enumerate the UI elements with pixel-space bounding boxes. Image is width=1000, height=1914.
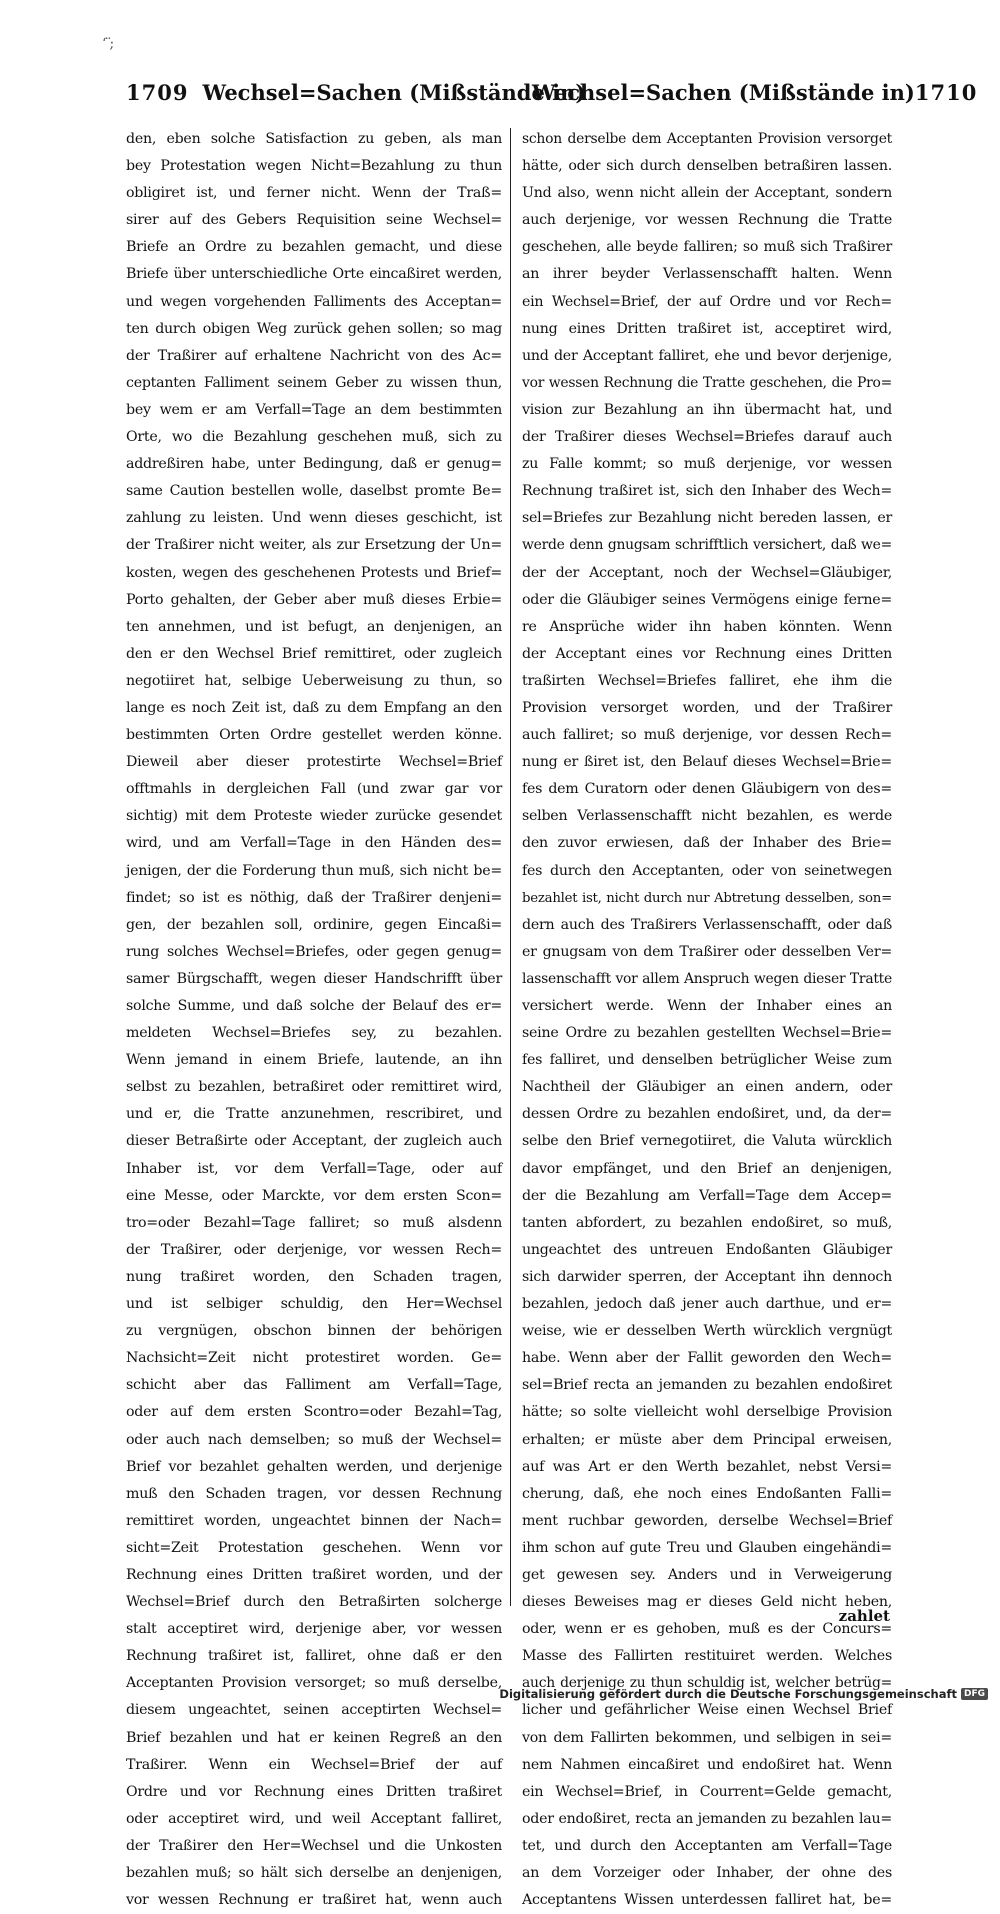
left-page-number: 1709 (126, 80, 189, 105)
text-line: tro=oder Bezahl=Tage falliret; so muß alsdenn (126, 1214, 502, 1231)
text-line: sirer auf des Gebers Requisition seine Wechsel= (126, 212, 502, 229)
right-running-title: Wechsel=Sachen (Mißstände in) (532, 80, 915, 105)
text-line: seine Ordre zu bezahlen gestellten Wechsel=Brie= (522, 1025, 892, 1042)
text-line: findet; so ist es nöthig, daß der Traßirer denjeni= (126, 889, 502, 906)
text-line: nem Nahmen eincaßiret und endoßiret hat. Wenn (522, 1756, 892, 1773)
text-line: fes durch den Acceptanten, oder von seinetwegen (522, 862, 892, 879)
text-line: schicht aber das Falliment am Verfall=Tage, (126, 1377, 502, 1394)
right-page-header (532, 80, 978, 116)
text-line: der Traßirer dieses Wechsel=Briefes darauf auch (522, 429, 892, 446)
text-line: oder, wenn er es gehoben, muß es der Concurs= (522, 1621, 892, 1638)
text-line: der die Bezahlung am Verfall=Tage dem Accep= (522, 1187, 892, 1204)
text-line: bezahlet ist, nicht durch nur Abtretung desselben, son= (522, 890, 892, 906)
text-line: offtmahls in dergleichen Fall (und zwar gar vor (126, 781, 502, 798)
text-line: bey wem er am Verfall=Tage an dem bestimmten (126, 401, 502, 418)
left-page-header (126, 80, 586, 116)
text-line: bezahlen, jedoch daß jener auch darthue, und er= (522, 1296, 892, 1313)
text-line: oder auf dem ersten Scontro=oder Bezahl=Tag, (126, 1404, 502, 1421)
text-line: tanten abfordert, zu bezahlen endoßiret, so muß, (522, 1214, 892, 1231)
text-line: obligiret ist, und ferner nicht. Wenn der Traß= (126, 185, 502, 202)
text-line: der der Acceptant, noch der Wechsel=Gläubiger, (522, 564, 892, 581)
text-line: davor empfänget, und den Brief an denjenigen, (522, 1160, 892, 1177)
text-line: den zuvor erwiesen, daß der Inhaber des Brie= (522, 835, 892, 852)
text-line: meldeten Wechsel=Briefes sey, zu bezahlen. (126, 1025, 502, 1042)
text-line: tet, und durch den Acceptanten am Verfall=Tage (522, 1837, 892, 1854)
text-line: vision zur Bezahlung an ihn übermacht hat, und (522, 401, 892, 418)
text-line: Nachtheil der Gläubiger an einen andern, oder (522, 1079, 892, 1096)
text-line: ten durch obigen Weg zurück gehen sollen; so mag (126, 320, 502, 337)
digitization-footer (499, 1687, 988, 1701)
text-line: Provision versorget worden, und der Traßirer (522, 699, 892, 716)
text-line: Rechnung traßiret ist, sich den Inhaber des Wech= (522, 483, 892, 500)
text-line: erhalten; er müste aber dem Principal erweisen, (522, 1431, 892, 1448)
text-line: sichtig) mit dem Proteste wieder zurücke gesendet (126, 808, 502, 825)
text-line: geschehen, alle beyde falliren; so muß sich Traßirer (522, 239, 892, 256)
right-page-number: 1710 (914, 80, 978, 105)
text-line: samer Bürgschafft, wegen dieser Handschrifft über (126, 970, 502, 987)
text-line: Wenn jemand in einem Briefe, lautende, an ihn (126, 1052, 502, 1069)
text-line: er gnugsam von dem Traßirer oder desselben Ver= (522, 943, 892, 960)
text-line: get gewesen sey. Anders und in Verweigerung (522, 1566, 892, 1583)
text-line: fes falliret, und denselben betrüglicher Weise zum (522, 1052, 892, 1069)
text-line: fes dem Curatorn oder denen Gläubigern von des= (522, 781, 892, 798)
text-line: addreßiren habe, unter Bedingung, daß er genug= (126, 456, 502, 473)
text-line: und er, die Tratte anzunehmen, rescribiret, und (126, 1106, 502, 1123)
text-line: ten annehmen, und ist befugt, an denjenigen, an (126, 618, 502, 635)
column-divider (510, 128, 511, 1606)
text-line: ein Wechsel=Brief, der auf Ordre und vor Rech= (522, 293, 892, 310)
text-line: wird, und am Verfall=Tage in den Händen des= (126, 835, 502, 852)
text-line: selbst zu bezahlen, betraßiret oder remittiret wird, (126, 1079, 502, 1096)
text-line: Nachsicht=Zeit nicht protestiret worden. Ge= (126, 1350, 502, 1367)
text-line: vor wessen Rechnung er traßiret hat, wenn auch (126, 1892, 502, 1909)
corner-mark: ʻ¨; (102, 36, 113, 52)
text-line: Wechsel=Brief durch den Betraßirten solcherge (126, 1594, 502, 1611)
text-line: Orte, wo die Bezahlung geschehen muß, sich zu (126, 429, 502, 446)
text-line: und ist selbiger schuldig, den Her=Wechsel (126, 1296, 502, 1313)
text-line: der Traßirer nicht weiter, als zur Ersetzung der Un= (126, 537, 502, 554)
text-line: auch falliret; so muß derjenige, vor dessen Rech= (522, 727, 892, 744)
text-line: der Traßirer, oder derjenige, vor wessen Rech= (126, 1241, 502, 1258)
text-line: oder die Gläubiger seines Vermögens einige ferne= (522, 591, 892, 608)
text-line: Briefe an Ordre zu bezahlen gemacht, und diese (126, 239, 502, 256)
text-line: sel=Brief recta an jemanden zu bezahlen endoßiret (522, 1377, 892, 1394)
text-line: sich darwider sperren, der Acceptant ihn dennoch (522, 1268, 892, 1285)
text-line: eine Messe, oder Marckte, vor dem ersten Scon= (126, 1187, 502, 1204)
catchword: zahlet (838, 1607, 890, 1625)
text-line: vor wessen Rechnung die Tratte geschehen, die Pro= (522, 374, 892, 391)
text-line: der Traßirer den Her=Wechsel und die Unkosten (126, 1837, 502, 1854)
text-line: Dieweil aber dieser protestirte Wechsel=Brief (126, 754, 502, 771)
text-line: Inhaber ist, vor dem Verfall=Tage, oder auf (126, 1160, 502, 1177)
text-line: kosten, wegen des geschehenen Protests und Brief= (126, 564, 502, 581)
text-line: zu vergnügen, obschon binnen der behörigen (126, 1323, 502, 1340)
text-line: ceptanten Falliment seinem Geber zu wissen thun, (126, 374, 502, 391)
text-line: same Caution bestellen wolle, daselbst promte Be= (126, 483, 502, 500)
text-line: weise, wie er desselben Werth würcklich vergnügt (522, 1323, 892, 1340)
text-line: bey Protestation wegen Nicht=Bezahlung zu thun (126, 158, 502, 175)
text-line: zahlung zu leisten. Und wenn dieses geschicht, ist (126, 510, 502, 527)
text-line: re Ansprüche wider ihn haben könnten. Wenn (522, 618, 892, 635)
text-line: lassenschafft vor allem Anspruch wegen dieser Tratte (522, 970, 892, 987)
text-line: dieses Beweises mag er dieses Geld nicht heben, (522, 1594, 892, 1611)
text-line: cherung, daß, ehe noch eines Endoßanten Falli= (522, 1485, 892, 1502)
text-line: auf was Art er den Werth bezahlet, nebst Versi= (522, 1458, 892, 1475)
text-line: sicht=Zeit Protestation geschehen. Wenn vor (126, 1539, 502, 1556)
text-line: solche Summe, und daß solche der Belauf des er= (126, 998, 502, 1014)
text-line: von dem Fallirten bekommen, und selbigen in sei= (522, 1729, 892, 1746)
text-line: auch derjenige zu thun schuldig ist, welcher betrüg= (522, 1675, 892, 1692)
text-line: jenigen, der die Forderung thun muß, sich nicht be= (126, 862, 502, 879)
left-text-column (126, 126, 502, 1909)
text-line: dern auch des Traßirers Verlassenschafft, oder daß (522, 916, 892, 933)
text-line: Brief vor bezahlet gehalten werden, und derjenige (126, 1458, 502, 1475)
text-line: muß den Schaden tragen, vor dessen Rechnung (126, 1485, 502, 1502)
text-line: ein Wechsel=Brief, in Courrent=Gelde gemacht, (522, 1783, 892, 1800)
text-line: licher und gefährlicher Weise einen Wechsel Brief (522, 1702, 892, 1719)
text-line: versichert werde. Wenn der Inhaber eines an (522, 998, 892, 1014)
text-line: traßirten Wechsel=Briefes falliret, ehe ihm die (522, 672, 892, 689)
text-line: werde denn gnugsam schrifftlich versichert, daß we= (522, 537, 892, 554)
text-line: stalt acceptiret wird, derjenige aber, vor wessen (126, 1621, 502, 1638)
text-line: der Traßirer auf erhaltene Nachricht von des Ac= (126, 347, 502, 364)
footer-text: Digitalisierung gefördert durch die Deutsche Forschungsgemeinschaft (499, 1687, 957, 1701)
text-line: bezahlen muß; so hält sich derselbe an denjenigen, (126, 1865, 502, 1881)
text-line: Porto gehalten, der Geber aber muß dieses Erbie= (126, 591, 502, 608)
text-line: Rechnung traßiret ist, falliret, ohne daß er den (126, 1648, 502, 1665)
text-line: habe. Wenn aber der Fallit geworden den Wech= (522, 1350, 892, 1367)
left-running-title: Wechsel=Sachen (Mißstände in) (202, 80, 586, 105)
text-line: nung traßiret worden, den Schaden tragen, (126, 1268, 502, 1285)
text-line: oder acceptiret wird, und weil Acceptant falliret, (126, 1810, 502, 1827)
text-line: remittiret worden, ungeachtet binnen der Nach= (126, 1512, 502, 1529)
text-line: Traßirer. Wenn ein Wechsel=Brief der auf (126, 1756, 502, 1773)
text-line: sel=Briefes zur Bezahlung nicht bereden lassen, er (522, 510, 892, 527)
text-line: auch derjenige, vor wessen Rechnung die Tratte (522, 212, 892, 229)
text-line: diesem ungeachtet, seinen acceptirten Wechsel= (126, 1702, 502, 1719)
text-line: dessen Ordre zu bezahlen endoßiret, und, da der= (522, 1106, 892, 1123)
text-line: Und also, wenn nicht allein der Acceptant, sondern (522, 185, 892, 202)
text-line: Rechnung eines Dritten traßiret worden, und der (126, 1566, 502, 1583)
text-line: gen, der bezahlen soll, ordinire, gegen Eincaßi= (126, 916, 502, 933)
text-line: selben Verlassenschafft nicht bezahlen, es werde (522, 808, 892, 825)
text-line: hätte; so solte vielleicht wohl derselbige Provision (522, 1404, 892, 1421)
text-line: der Acceptant eines vor Rechnung eines Dritten (522, 645, 892, 662)
text-line: hätte, oder sich durch denselben betraßiren lassen. (522, 158, 892, 175)
text-line: den, eben solche Satisfaction zu geben, als man (126, 131, 502, 147)
text-line: lange es noch Zeit ist, daß zu dem Empfang an den (126, 699, 502, 716)
text-line: und der Acceptant falliret, ehe und bevor derjenige, (522, 347, 892, 364)
text-line: oder endoßiret, recta an jemanden zu bezahlen lau= (522, 1810, 892, 1827)
dfg-logo: DFG (961, 1688, 988, 1700)
text-line: negotiiret hat, selbige Ueberweisung zu thun, so (126, 672, 502, 689)
text-line: Masse des Fallirten restituiret werden. Welches (522, 1648, 892, 1665)
text-line: an dem Vorzeiger oder Inhaber, der ohne des (522, 1865, 892, 1881)
text-line: den er den Wechsel Brief remittiret, oder zugleich (126, 645, 502, 662)
text-line: selbe den Brief vernegotiiret, die Valuta würcklich (522, 1133, 892, 1150)
text-line: bestimmten Orten Ordre gestellet werden könne. (126, 727, 502, 744)
text-line: schon derselbe dem Acceptanten Provision versorget (522, 131, 892, 147)
text-line: Briefe über unterschiedliche Orte eincaßiret werden, (126, 266, 502, 283)
text-line: nung er ßiret ist, den Belauf dieses Wechsel=Brie= (522, 754, 892, 771)
text-line: ment ruchbar geworden, derselbe Wechsel=Brief (522, 1512, 892, 1529)
text-line: Acceptantens Wissen unterdessen falliret hat, be= (522, 1892, 892, 1909)
text-line: oder auch nach demselben; so muß der Wechsel= (126, 1431, 502, 1448)
text-line: rung solches Wechsel=Briefes, oder gegen genug= (126, 943, 502, 960)
text-line: nung eines Dritten traßiret ist, acceptiret wird, (522, 320, 892, 337)
text-line: dieser Betraßirte oder Acceptant, der zugleich auch (126, 1133, 502, 1150)
text-line: ungeachtet des untreuen Endoßanten Gläubiger (522, 1241, 892, 1258)
text-line: Brief bezahlen und hat er keinen Regreß an den (126, 1729, 502, 1746)
text-line: zu Falle kommt; so muß derjenige, vor wessen (522, 456, 892, 473)
text-line: Acceptanten Provision versorget; so muß derselbe, (126, 1675, 502, 1692)
text-line: an ihrer beyder Verlassenschafft halten. Wenn (522, 266, 892, 283)
text-line: und wegen vorgehenden Falliments des Acceptan= (126, 293, 502, 310)
text-line: ihm schon auf gute Treu und Glauben eingehändi= (522, 1539, 892, 1556)
text-line: Ordre und vor Rechnung eines Dritten traßiret (126, 1783, 502, 1800)
